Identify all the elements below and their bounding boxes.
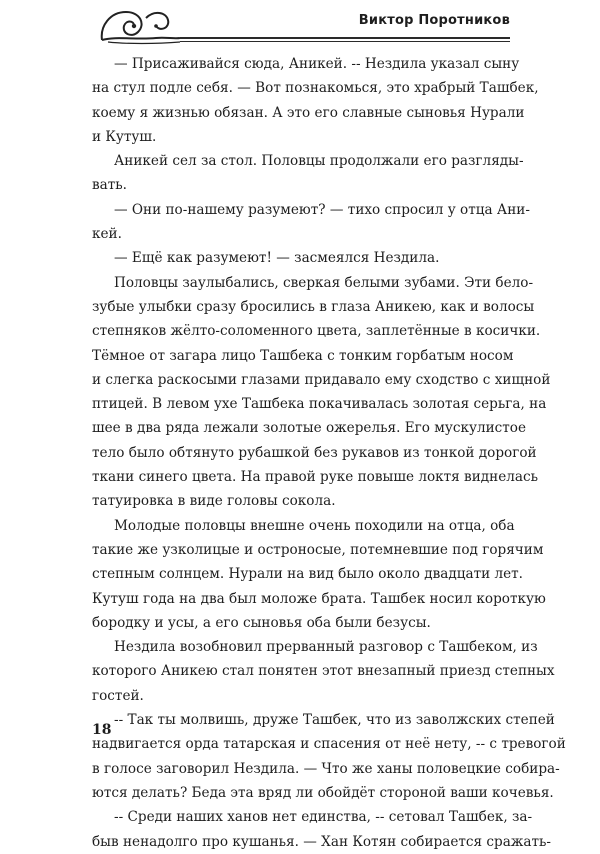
text-line: кей.	[92, 226, 122, 243]
text-line: вать.	[92, 177, 127, 194]
text-line: ются делать? Беда эта вряд ли обойдёт стороной ваши кочевья.	[92, 784, 554, 801]
text-line: и Кутуш.	[92, 128, 157, 145]
text-line: гостей.	[92, 687, 144, 704]
text-line: -- Так ты молвишь, друже Ташбек, что из заволжских степей	[114, 712, 555, 729]
text-line: и слегка раскосыми глазами придавало ему сходство с хищной	[92, 371, 551, 388]
text-line: ткани синего цвета. На правой руке повыше локтя виднелась	[92, 469, 538, 486]
text-line: — Присаживайся сюда, Аникей. -- Нездила указал сыну	[114, 56, 520, 72]
text-line: зубые улыбки сразу бросились в глаза Аникею, как и волосы	[92, 298, 535, 315]
page-header	[0, 0, 600, 46]
header-rule-thin	[180, 41, 510, 42]
body-text	[92, 52, 566, 854]
text-line: татуировка в виде головы сокола.	[92, 493, 336, 510]
text-line: в голосе заговорил Нездила. — Что же ханы половецкие собира-	[92, 760, 560, 777]
text-line: степным солнцем. Нурали на вид было около двадцати лет.	[92, 566, 523, 583]
text-line: Молодые половцы внешне очень походили на отца, оба	[114, 517, 515, 534]
text-line: Нездила возобновил прерванный разговор с Ташбеком, из	[114, 639, 538, 656]
text-line: тело было обтянуто рубашкой без рукавов из тонкой дорогой	[92, 444, 537, 461]
text-line: Кутуш года на два был моложе брата. Ташбек носил короткую	[92, 590, 546, 607]
text-line: — Они по-нашему разумеют? — тихо спросил у отца Ани-	[114, 201, 530, 218]
text-line: — Ещё как разумеют! — засмеялся Нездила.	[114, 250, 440, 267]
text-line: птицей. В левом ухе Ташбека покачивалась золотая серьга, на	[92, 396, 547, 413]
text-line: Аникей сел за стол. Половцы продолжали его разгляды-	[114, 153, 524, 170]
text-line: степняков жёлто-соломенного цвета, заплетённые в косички.	[92, 323, 541, 340]
text-line: шее в два ряда лежали золотые ожерелья. Его мускулистое	[92, 420, 526, 437]
text-line: надвигается орда татарская и спасения от неё нету, -- с тревогой	[92, 736, 566, 753]
text-line: бородку и усы, а его сыновья оба были безусы.	[92, 614, 431, 631]
running-head: Виктор Поротников	[358, 13, 510, 28]
text-line: Тёмное от загара лицо Ташбека с тонким горбатым носом	[92, 347, 514, 364]
header-rule	[180, 37, 510, 39]
text-line: -- Среди наших ханов нет единства, -- сетовал Ташбек, за-	[114, 809, 533, 826]
ornament-icon	[96, 6, 182, 46]
text-line: быв ненадолго про кушанья. — Хан Котян собирается сражать-	[92, 833, 551, 850]
text-line: которого Аникею стал понятен этот внезапный приезд степных	[92, 663, 555, 680]
text-line: на стул подле себя. — Вот познакомься, это храбрый Ташбек,	[92, 80, 539, 97]
page-number: 18	[92, 722, 112, 738]
text-line: такие же узколицые и остроносые, потемневшие под горячим	[92, 541, 544, 558]
text-line: коему я жизнью обязан. А это его славные сыновья Нурали	[92, 104, 525, 121]
text-line: Половцы заулыбались, сверкая белыми зубами. Эти бело-	[114, 274, 534, 291]
